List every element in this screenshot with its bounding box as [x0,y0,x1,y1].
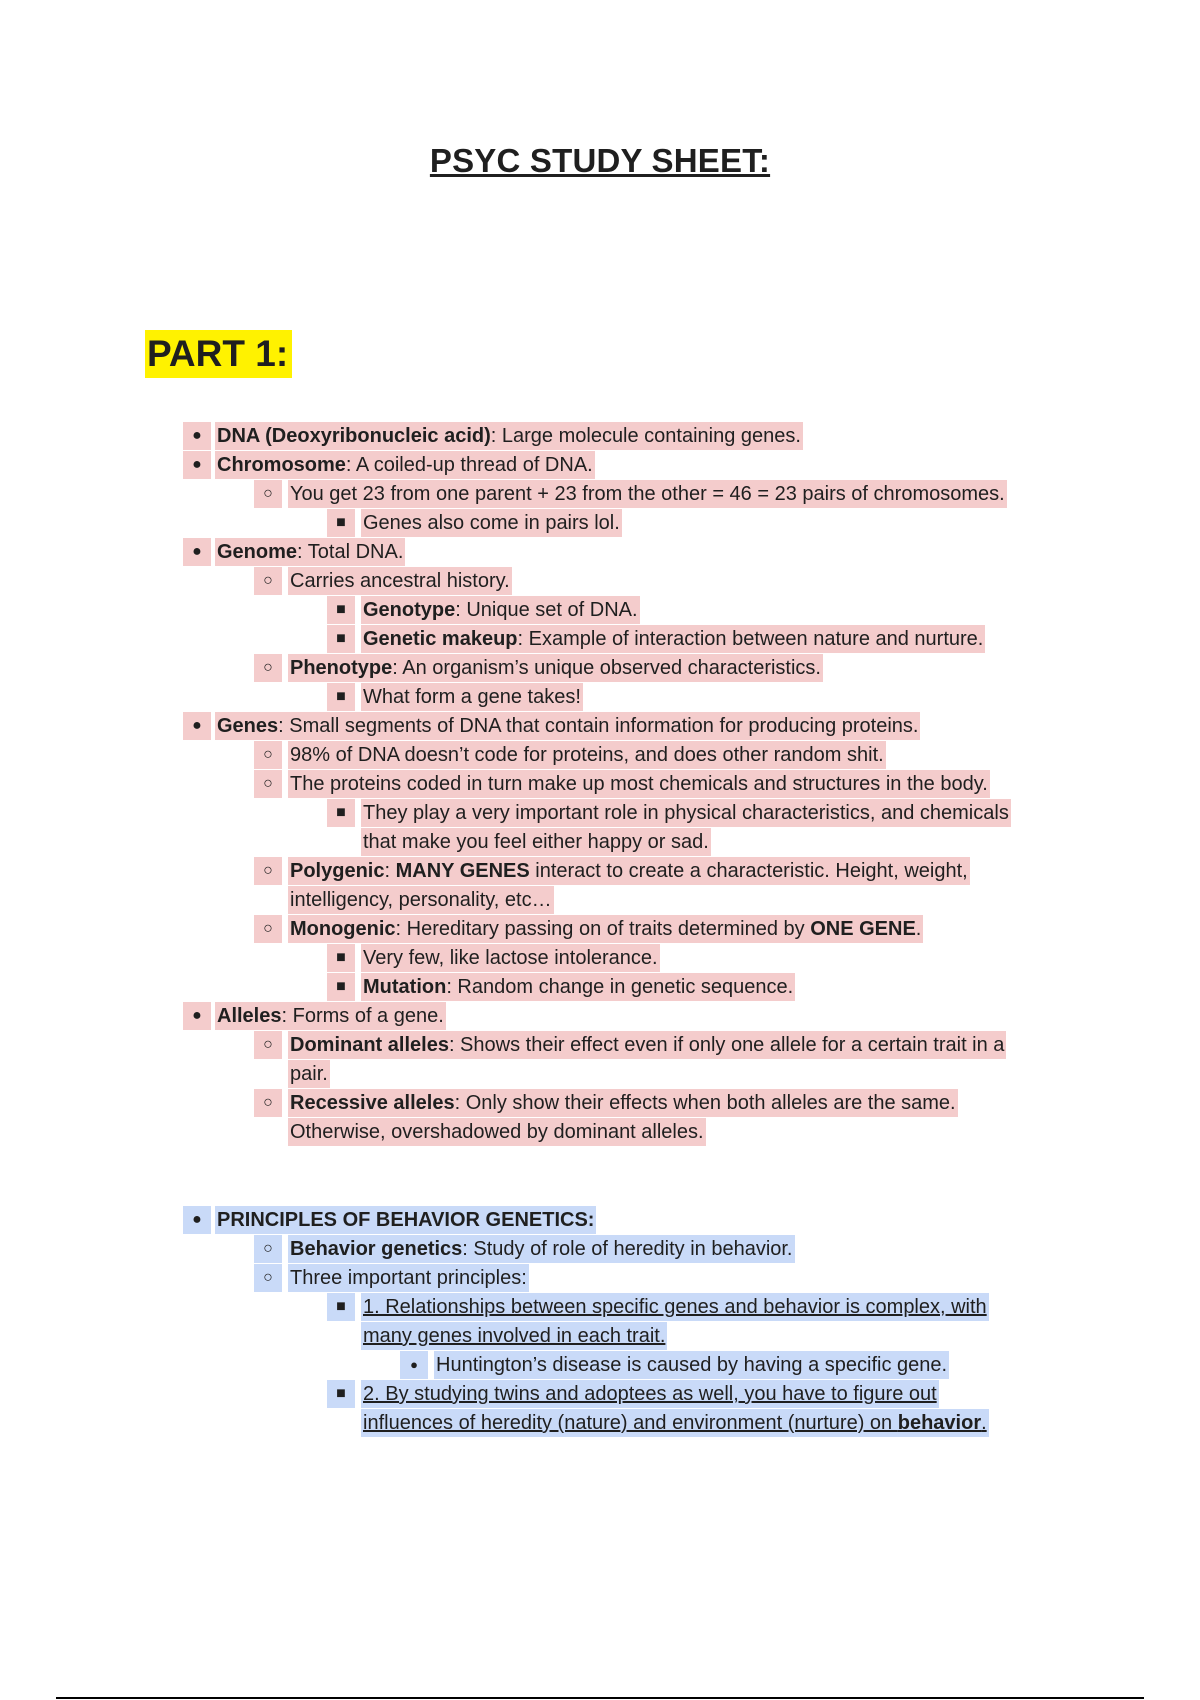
bullet-icon: ○ [254,1264,282,1292]
list-item: ■ What form a gene takes! [327,683,583,711]
page-title: PSYC STUDY SHEET: [429,142,771,179]
list-item: ● Alleles: Forms of a gene. [183,1002,446,1030]
bullet-icon: ■ [327,625,355,653]
term: Monogenic [290,918,396,940]
list-item: ○ You get 23 from one parent + 23 from the other = 46 = 23 pairs of chromosomes. [254,480,1007,508]
term: Genotype [363,599,456,621]
bullet-icon: ○ [254,770,282,798]
term: Dominant alleles [290,1034,449,1056]
term: DNA (Deoxyribonucleic acid) [217,425,491,447]
list-item: ■ Genetic makeup: Example of interaction between nature and nurture. [327,625,985,653]
list-item: ● Genes: Small segments of DNA that contain information for producing proteins. [183,712,920,740]
list-item-continuation: influences of heredity (nature) and environment (nurture) on behavior. [361,1409,989,1437]
list-item: ■ 2. By studying twins and adoptees as well, you have to figure out [327,1380,939,1408]
bullet-icon: ■ [327,973,355,1001]
bullet-icon: ● [183,422,211,450]
list-item-continuation: Otherwise, overshadowed by dominant alleles. [288,1118,706,1146]
bullet-icon: ■ [327,683,355,711]
list-item: ○ Behavior genetics: Study of role of heredity in behavior. [254,1235,795,1263]
list-item: ○ Phenotype: An organism’s unique observed characteristics. [254,654,823,682]
list-item: ○ Carries ancestral history. [254,567,512,595]
bullet-icon: ■ [327,596,355,624]
list-item: ○ The proteins coded in turn make up most chemicals and structures in the body. [254,770,990,798]
section-heading: ● PRINCIPLES OF BEHAVIOR GENETICS: [183,1206,596,1234]
term: Behavior genetics [290,1238,463,1260]
term: Genetic makeup [363,628,518,650]
list-item: ○ 98% of DNA doesn’t code for proteins, and does other random shit. [254,741,886,769]
list-item: ○ Three important principles: [254,1264,529,1292]
bullet-icon: ● [183,538,211,566]
list-item-continuation: that make you feel either happy or sad. [361,828,711,856]
list-item: ■ Genes also come in pairs lol. [327,509,622,537]
list-item: ■ 1. Relationships between specific genes and behavior is complex, with [327,1293,989,1321]
bullet-icon: ● [183,1206,211,1234]
list-item-continuation: intelligency, personality, etc… [288,886,554,914]
bullet-icon: ○ [254,1089,282,1117]
list-item: ■ Genotype: Unique set of DNA. [327,596,640,624]
list-item: ○ Recessive alleles: Only show their effects when both alleles are the same. [254,1089,958,1117]
list-item: ● Chromosome: A coiled-up thread of DNA. [183,451,595,479]
bullet-icon: ■ [327,1293,355,1321]
bullet-icon: ○ [254,480,282,508]
list-item: ○ Dominant alleles: Shows their effect even if only one allele for a certain trait in a [254,1031,1006,1059]
list-item: ○ Monogenic: Hereditary passing on of traits determined by ONE GENE. [254,915,923,943]
bullet-icon: ○ [254,1235,282,1263]
bullet-icon: ○ [254,654,282,682]
bullet-icon: ● [400,1351,428,1379]
list-item: ● DNA (Deoxyribonucleic acid): Large molecule containing genes. [183,422,803,450]
bullet-icon: ■ [327,1380,355,1408]
bullet-icon: ■ [327,944,355,972]
page-bottom-rule [56,1697,1144,1699]
bullet-icon: ○ [254,741,282,769]
list-item: ● Huntington’s disease is caused by having a specific gene. [400,1351,949,1379]
list-item: ● Genome: Total DNA. [183,538,405,566]
bullet-icon: ● [183,1002,211,1030]
list-item: ○ Polygenic: MANY GENES interact to create a characteristic. Height, weight, [254,857,970,885]
list-item-continuation: pair. [288,1060,330,1088]
term: Recessive alleles [290,1092,455,1114]
term: Alleles [217,1005,282,1027]
term: Phenotype [290,657,393,679]
term: Polygenic [290,860,385,882]
list-item: ■ They play a very important role in physical characteristics, and chemicals [327,799,1011,827]
bullet-icon: ○ [254,857,282,885]
bullet-icon: ○ [254,915,282,943]
term: Genes [217,715,279,737]
list-item: ■ Very few, like lactose intolerance. [327,944,660,972]
bullet-icon: ■ [327,799,355,827]
part-1-heading: PART 1: [145,330,292,378]
bullet-icon: ● [183,451,211,479]
term: Mutation [363,976,447,998]
list-item: ■ Mutation: Random change in genetic sequence. [327,973,795,1001]
bullet-icon: ● [183,712,211,740]
bullet-icon: ■ [327,509,355,537]
term: Chromosome [217,454,346,476]
list-item-continuation: many genes involved in each trait. [361,1322,667,1350]
bullet-icon: ○ [254,1031,282,1059]
bullet-icon: ○ [254,567,282,595]
term: Genome [217,541,298,563]
